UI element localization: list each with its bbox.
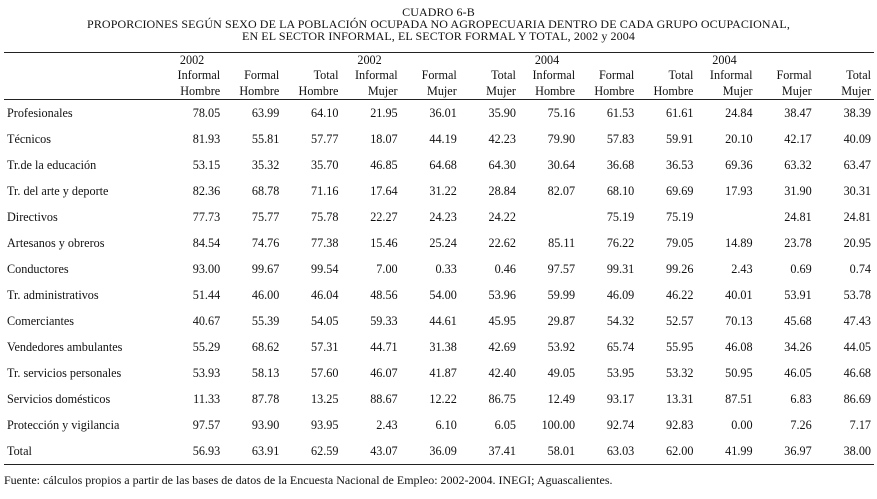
row-label: Total: [4, 438, 164, 465]
column-header: Mujer: [696, 83, 755, 100]
table-cell: 51.44: [192, 288, 221, 302]
table-cell: 75.78: [311, 210, 339, 224]
table-cell: 31.38: [429, 340, 457, 354]
table-row: [4, 438, 874, 465]
column-header: [637, 53, 696, 69]
table-cell: 30.31: [843, 184, 871, 198]
table-row: [4, 178, 874, 204]
table-cell: 6.10: [435, 418, 457, 432]
table-cell: 65.74: [606, 340, 635, 354]
column-header: 2002: [164, 53, 223, 69]
table-cell: 57.83: [606, 132, 635, 146]
table-cell: 42.40: [488, 366, 516, 380]
table-cell: 7.17: [849, 418, 871, 432]
table-cell: 44.71: [370, 340, 398, 354]
table-cell: 24.23: [429, 210, 457, 224]
table-cell: 68.62: [251, 340, 280, 354]
table-cell: 35.90: [488, 106, 516, 120]
column-header: [282, 53, 341, 69]
table-cell: 36.97: [756, 438, 815, 465]
table-cell: 53.92: [547, 340, 576, 354]
table-cell: 84.54: [192, 236, 221, 250]
table-cell: 40.09: [843, 132, 871, 146]
table-cell: 45.95: [488, 314, 516, 328]
table-cell: 46.04: [311, 288, 339, 302]
table-cell: 85.11: [548, 236, 576, 250]
table-cell: 6.83: [790, 392, 812, 406]
table-cell: 63.99: [251, 106, 280, 120]
column-header: Mujer: [341, 83, 400, 100]
table-cell: 57.60: [311, 366, 339, 380]
column-header: Informal: [709, 68, 753, 82]
table-cell: 78.05: [192, 106, 221, 120]
table-cell: 21.95: [370, 106, 398, 120]
table-cell: 2.43: [376, 418, 398, 432]
column-header: Hombre: [519, 83, 578, 100]
column-header: Hombre: [223, 83, 282, 100]
table-row: [4, 204, 874, 230]
table-cell: 38.47: [784, 106, 812, 120]
table-cell: 99.26: [665, 262, 694, 276]
table-cell: 68.78: [251, 184, 280, 198]
table-row: [4, 412, 874, 438]
column-header: Mujer: [756, 83, 815, 100]
table-row: [4, 230, 874, 256]
source-note: Fuente: cálculos propios a partir de las bases de datos de la Encuesta Nacional de Empleo: 2002-2004. INEGI; Aguascalientes.: [4, 473, 613, 487]
table-cell: 54.00: [429, 288, 457, 302]
row-label: Vendedores ambulantes: [7, 340, 123, 354]
table-cell: 55.29: [192, 340, 221, 354]
table-row: [4, 282, 874, 308]
table-cell: 63.47: [843, 158, 871, 172]
header-corner: [4, 83, 164, 100]
table-cell: 57.77: [311, 132, 339, 146]
table-cell: 58.01: [519, 438, 578, 465]
table-cell: 0.46: [494, 262, 516, 276]
table-cell: 24.22: [488, 210, 516, 224]
table-title: PROPORCIONES SEGÚN SEXO DE LA POBLACIÓN OCUPADA NO AGROPECUARIA DENTRO DE CADA GRUPO OCUPACIONAL,: [87, 17, 790, 31]
table-cell: 63.03: [578, 438, 637, 465]
column-header: [578, 53, 637, 69]
table-number: CUADRO 6-B: [402, 5, 475, 19]
table-cell: 58.13: [251, 366, 280, 380]
table-cell: 59.33: [370, 314, 398, 328]
table-cell: 79.05: [665, 236, 694, 250]
row-label: Tr. servicios personales: [7, 366, 122, 380]
table-cell: 46.08: [725, 340, 753, 354]
table-cell: 93.00: [192, 262, 221, 276]
table-cell: 7.26: [790, 418, 812, 432]
table-cell: 62.59: [282, 438, 341, 465]
table-cell: 93.17: [606, 392, 635, 406]
table-row: [4, 152, 874, 178]
table-cell: 46.00: [251, 288, 280, 302]
table-cell: 34.26: [784, 340, 812, 354]
table-cell: 46.85: [370, 158, 398, 172]
row-label: Técnicos: [7, 132, 51, 146]
table-cell: 55.39: [251, 314, 280, 328]
table-cell: 76.22: [606, 236, 635, 250]
table-cell: 75.19: [606, 210, 635, 224]
header-corner: [4, 53, 164, 69]
table-cell: [696, 204, 755, 230]
table-cell: 0.69: [790, 262, 812, 276]
table-cell: 59.99: [547, 288, 576, 302]
column-header: Hombre: [578, 83, 637, 100]
table-cell: 87.78: [251, 392, 280, 406]
table-cell: 31.90: [784, 184, 812, 198]
column-header: Mujer: [401, 83, 460, 100]
table-cell: 61.61: [665, 106, 694, 120]
row-label: Tr. del arte y deporte: [7, 184, 109, 198]
table-cell: 86.75: [488, 392, 516, 406]
table-subtitle: EN EL SECTOR INFORMAL, EL SECTOR FORMAL Y TOTAL, 2002 y 2004: [242, 29, 635, 43]
table-cell: 18.07: [370, 132, 398, 146]
table-cell: 64.30: [488, 158, 516, 172]
table-cell: 0.74: [849, 262, 871, 276]
table-cell: 17.93: [725, 184, 753, 198]
header-row: [4, 68, 874, 83]
table-cell: 2.43: [731, 262, 753, 276]
table-cell: 100.00: [541, 418, 576, 432]
table-cell: 64.68: [429, 158, 457, 172]
table-cell: 36.53: [665, 158, 694, 172]
table-cell: 53.93: [192, 366, 221, 380]
table-cell: 14.89: [725, 236, 753, 250]
table-cell: 29.87: [547, 314, 576, 328]
row-label: Directivos: [7, 210, 58, 224]
table-cell: [519, 204, 578, 230]
table-cell: 54.05: [311, 314, 339, 328]
table-cell: 87.51: [725, 392, 753, 406]
table-row: [4, 308, 874, 334]
table-cell: 53.95: [606, 366, 635, 380]
row-label: Protección y vigilancia: [7, 418, 120, 432]
table-cell: 42.23: [488, 132, 516, 146]
column-header: [223, 53, 282, 69]
header-row: [4, 83, 874, 100]
table-cell: 6.05: [494, 418, 516, 432]
column-header: 2004: [696, 53, 755, 69]
table-cell: 75.77: [251, 210, 280, 224]
column-header: Total: [491, 68, 516, 82]
table-cell: 46.05: [784, 366, 812, 380]
column-header: Hombre: [164, 83, 223, 100]
table-cell: 75.16: [547, 106, 576, 120]
table-row: [4, 386, 874, 412]
table-cell: 86.69: [843, 392, 871, 406]
column-header: Total: [668, 68, 694, 82]
table-cell: 28.84: [488, 184, 516, 198]
table-cell: 50.95: [725, 366, 753, 380]
table-cell: 70.13: [725, 314, 753, 328]
table-cell: 53.78: [843, 288, 871, 302]
table-row: [4, 126, 874, 152]
table-cell: 97.57: [192, 418, 221, 432]
column-header: Formal: [244, 68, 280, 82]
table-cell: 82.36: [192, 184, 221, 198]
table-cell: 79.90: [547, 132, 576, 146]
table-cell: 31.22: [429, 184, 457, 198]
column-header: Formal: [599, 68, 635, 82]
column-header: Mujer: [815, 83, 874, 100]
table-cell: 38.00: [815, 438, 874, 465]
table-cell: 41.87: [429, 366, 457, 380]
table-cell: 75.19: [665, 210, 694, 224]
header-row: [4, 53, 874, 69]
table-cell: 22.62: [488, 236, 516, 250]
table-cell: 13.25: [311, 392, 339, 406]
table-cell: 35.32: [251, 158, 280, 172]
row-label: Servicios domésticos: [7, 392, 111, 406]
table-cell: 55.81: [251, 132, 280, 146]
table-cell: 92.74: [606, 418, 635, 432]
column-header: Informal: [354, 68, 398, 82]
table-cell: 81.93: [192, 132, 221, 146]
table-cell: 82.07: [547, 184, 576, 198]
table-cell: 97.57: [547, 262, 576, 276]
column-header: [460, 53, 519, 69]
table-cell: 99.54: [311, 262, 339, 276]
table-cell: 59.91: [665, 132, 694, 146]
column-header: [815, 53, 874, 69]
table-cell: 63.32: [784, 158, 812, 172]
table-cell: 69.69: [665, 184, 694, 198]
row-label: Profesionales: [7, 106, 73, 120]
data-table: [4, 52, 874, 465]
table-cell: 24.81: [843, 210, 871, 224]
table-cell: 92.83: [665, 418, 694, 432]
row-label: Tr.de la educación: [7, 158, 97, 172]
table-cell: 30.64: [547, 158, 576, 172]
table-cell: 0.33: [435, 262, 457, 276]
table-row: [4, 256, 874, 282]
table-cell: 13.31: [665, 392, 694, 406]
table-cell: 68.10: [606, 184, 635, 198]
table-cell: 25.24: [429, 236, 457, 250]
table-cell: 24.81: [784, 210, 812, 224]
table-row: [4, 334, 874, 360]
column-header: Total: [846, 68, 871, 82]
table-cell: 7.00: [376, 262, 398, 276]
table-header: [4, 53, 874, 100]
table-cell: 69.36: [725, 158, 753, 172]
table-cell: 77.73: [192, 210, 221, 224]
table-body: [4, 100, 874, 465]
table-cell: 48.56: [370, 288, 398, 302]
table-cell: 71.16: [311, 184, 339, 198]
column-header: Hombre: [637, 83, 696, 100]
column-header: 2002: [341, 53, 400, 69]
table-row: [4, 100, 874, 127]
table-cell: 93.90: [251, 418, 280, 432]
table-cell: 46.09: [606, 288, 635, 302]
table-cell: 63.91: [223, 438, 282, 465]
table-cell: 55.95: [665, 340, 694, 354]
table-cell: 40.01: [725, 288, 753, 302]
table-cell: 12.22: [429, 392, 457, 406]
table-cell: 43.07: [341, 438, 400, 465]
table-cell: 24.84: [725, 106, 753, 120]
row-label: Comerciantes: [7, 314, 75, 328]
column-header: Informal: [177, 68, 221, 82]
column-header: Formal: [776, 68, 812, 82]
table-cell: 54.32: [606, 314, 635, 328]
table-cell: 23.78: [784, 236, 812, 250]
column-header: Total: [313, 68, 339, 82]
column-header: Mujer: [460, 83, 519, 100]
table-cell: 35.70: [311, 158, 339, 172]
column-header: 2004: [519, 53, 578, 69]
table-cell: 11.33: [193, 392, 221, 406]
table-cell: 61.53: [606, 106, 635, 120]
table-cell: 15.46: [370, 236, 398, 250]
table-cell: 46.22: [665, 288, 694, 302]
table-cell: 88.67: [370, 392, 398, 406]
table-cell: 47.43: [843, 314, 871, 328]
table-cell: 12.49: [547, 392, 576, 406]
table-cell: 99.31: [606, 262, 635, 276]
table-cell: 44.05: [843, 340, 871, 354]
table-cell: 93.95: [311, 418, 339, 432]
column-header: [756, 53, 815, 69]
table-cell: 53.32: [665, 366, 694, 380]
row-label: Artesanos y obreros: [7, 236, 105, 250]
table-cell: 74.76: [251, 236, 280, 250]
table-cell: 41.99: [696, 438, 755, 465]
header-corner: [4, 68, 164, 83]
table-cell: 46.68: [843, 366, 871, 380]
table-cell: 77.38: [311, 236, 339, 250]
row-label: Conductores: [7, 262, 69, 276]
row-label: Tr. administrativos: [7, 288, 99, 302]
table-cell: 99.67: [251, 262, 280, 276]
table-cell: 49.05: [547, 366, 576, 380]
table-cell: 36.01: [429, 106, 457, 120]
table-cell: 53.91: [784, 288, 812, 302]
table-cell: 62.00: [637, 438, 696, 465]
table-cell: 64.10: [311, 106, 339, 120]
table-cell: 46.07: [370, 366, 398, 380]
table-cell: 36.09: [401, 438, 460, 465]
column-header: Informal: [532, 68, 576, 82]
table-cell: 44.61: [429, 314, 457, 328]
table-cell: 45.68: [784, 314, 812, 328]
table-cell: 37.41: [460, 438, 519, 465]
table-row: [4, 360, 874, 386]
table-cell: 38.39: [843, 106, 871, 120]
table-cell: 42.17: [784, 132, 812, 146]
column-header: Formal: [421, 68, 457, 82]
table-cell: 0.00: [731, 418, 753, 432]
column-header: [401, 53, 460, 69]
column-header: Hombre: [282, 83, 341, 100]
table-cell: 40.67: [192, 314, 221, 328]
table-cell: 17.64: [370, 184, 398, 198]
table-cell: 22.27: [370, 210, 398, 224]
table-cell: 53.96: [488, 288, 516, 302]
table-cell: 53.15: [192, 158, 221, 172]
table-cell: 36.68: [606, 158, 635, 172]
table-cell: 57.31: [311, 340, 339, 354]
table-cell: 42.69: [488, 340, 516, 354]
table-cell: 20.10: [725, 132, 753, 146]
table-cell: 56.93: [164, 438, 223, 465]
table-cell: 44.19: [429, 132, 457, 146]
table-cell: 20.95: [843, 236, 871, 250]
table-cell: 52.57: [665, 314, 694, 328]
